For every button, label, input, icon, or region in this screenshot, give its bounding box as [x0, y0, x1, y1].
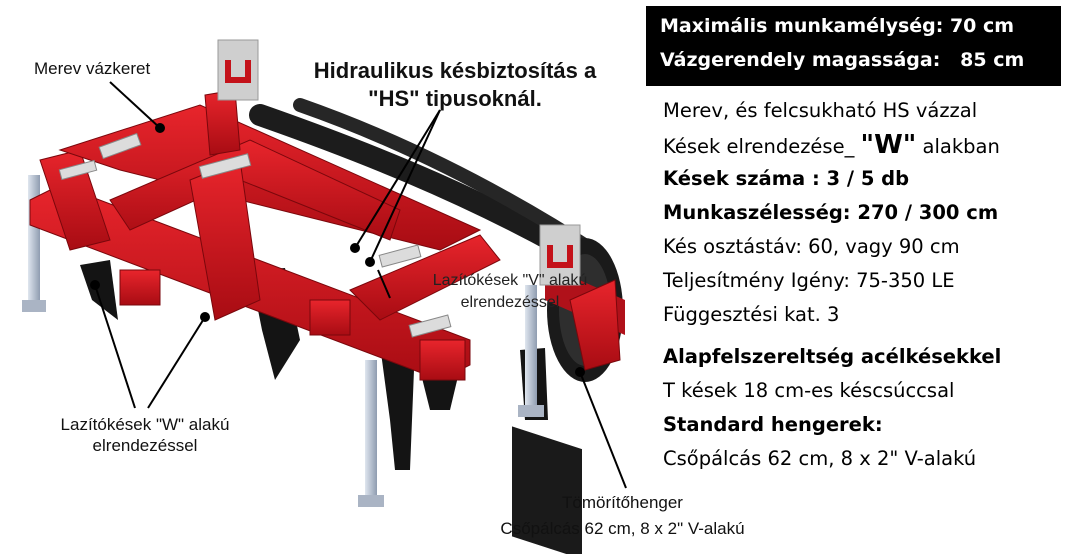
label-compaction-roller-line1: Tömörítőhenger	[562, 493, 683, 512]
spec-standard-rollers: Standard hengerek:	[663, 413, 883, 436]
label-hydraulic-protection-line1: Hidraulikus késbiztosítás a	[313, 58, 597, 83]
spec-header-box	[646, 6, 1061, 86]
spec-blade-count: Kések száma : 3 / 5 db	[663, 167, 910, 190]
spec-working-width: Munkaszélesség: 270 / 300 cm	[663, 201, 999, 224]
max-working-depth: Maximális munkamélység: 70 cm	[660, 15, 1015, 37]
spec-frame: Merev, és felcsukható HS vázzal	[663, 99, 978, 122]
label-subsoilers-w-line2: elrendezéssel	[92, 436, 198, 455]
spec-blade-spacing: Kés osztástáv: 60, vagy 90 cm	[663, 235, 960, 258]
spec-blade-layout-suffix: alakban	[916, 135, 1000, 158]
label-compaction-roller-line2: Csőpálcás 62 cm, 8 x 2" V-alakú	[500, 519, 745, 538]
label-hydraulic-protection-line2: "HS" tipusoknál.	[368, 86, 542, 111]
spec-list	[663, 94, 1063, 476]
beam-height: Vázgerendely magassága: 85 cm	[660, 49, 1025, 71]
spec-blade-layout-prefix: Kések elrendezése_	[663, 135, 861, 158]
spec-t-blades: T kések 18 cm-es késcsúccsal	[663, 379, 955, 402]
spec-roller: Csőpálcás 62 cm, 8 x 2" V-alakú	[663, 447, 977, 470]
label-compaction-roller	[455, 490, 790, 542]
label-hydraulic-protection	[285, 57, 625, 113]
label-subsoilers-w	[30, 414, 260, 456]
label-subsoilers-w-line1: Lazítókések "W" alakú	[60, 415, 230, 434]
spec-standard-equipment: Alapfelszereltség acélkésekkel	[663, 345, 1002, 368]
label-subsoilers-v	[410, 270, 610, 314]
spec-power-need: Teljesítmény Igény: 75-350 LE	[663, 269, 955, 292]
spec-hitch: Függesztési kat. 3	[663, 303, 840, 326]
spec-blade-layout-w: "W"	[860, 130, 917, 160]
label-rigid-frame: Merev vázkeret	[34, 59, 151, 78]
spec-blade-layout	[663, 128, 1063, 162]
label-subsoilers-v-line1: Lazítókések "V" alakú	[432, 272, 588, 289]
label-subsoilers-v-line2: elrendezéssel	[460, 294, 560, 311]
